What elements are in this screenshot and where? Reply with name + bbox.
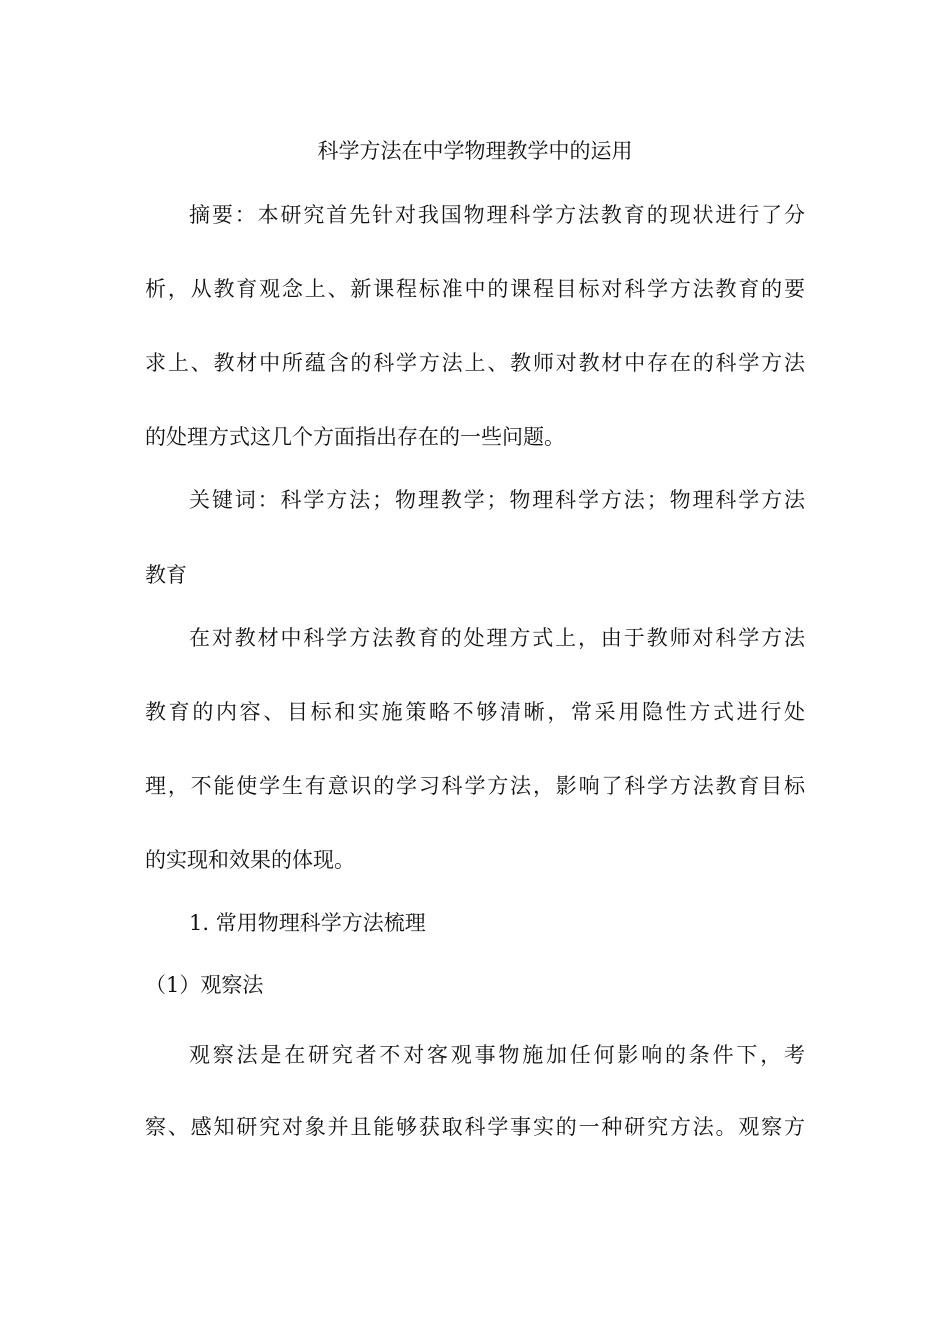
paragraph1-line-2: 教育的内容、目标和实施策略不够清晰，常采用隐性方式进行处 (145, 700, 805, 724)
paragraph2-line-2: 察、感知研究对象并且能够获取科学事实的一种研究方法。观察方 (145, 1115, 805, 1139)
abstract-line-1: 摘要：本研究首先针对我国物理科学方法教育的现状进行了分 (189, 203, 805, 227)
abstract-line-3: 求上、教材中所蕴含的科学方法上、教师对教材中存在的科学方法 (145, 351, 805, 375)
paragraph1-line-1: 在对教材中科学方法教育的处理方式上，由于教师对科学方法 (189, 626, 805, 650)
paragraph1-line-4: 的实现和效果的体现。 (145, 848, 355, 872)
keywords-line-2: 教育 (145, 563, 187, 587)
keywords-line-1: 关键词：科学方法；物理教学；物理科学方法；物理科学方法 (189, 488, 805, 512)
subsection-heading: （1）观察法 (145, 973, 264, 997)
paragraph2-line-1: 观察法是在研究者不对客观事物施加任何影响的条件下，考 (189, 1043, 805, 1067)
paragraph1-line-3: 理，不能使学生有意识的学习科学方法，影响了科学方法教育目标 (145, 774, 805, 798)
abstract-line-4: 的处理方式这几个方面指出存在的一些问题。 (145, 425, 565, 449)
abstract-line-2: 析，从教育观念上、新课程标准中的课程目标对科学方法教育的要 (145, 277, 805, 301)
document-title: 科学方法在中学物理教学中的运用 (317, 139, 633, 163)
section-heading: 1. 常用物理科学方法梳理 (189, 911, 426, 935)
